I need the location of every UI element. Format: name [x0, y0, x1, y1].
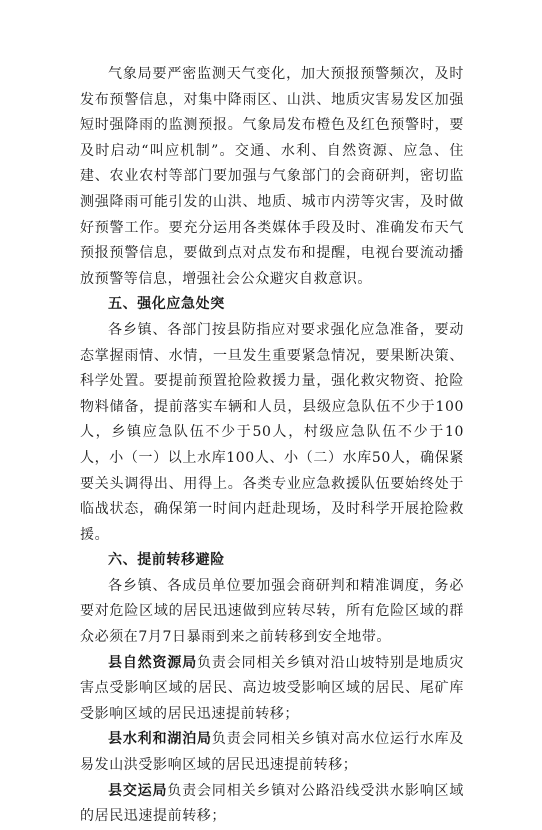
paragraph-evacuation-general: 各乡镇、各成员单位要加强会商研判和精准调度，务必要对危险区域的居民迅速做到应转尽转，所有危险区域的群众必须在7月7日暴雨到来之前转移到安全地带。 [80, 577, 464, 646]
lead-transport-bureau: 县交运局 [108, 782, 168, 799]
body-transport-bureau: 负责会同相关乡镇对公路沿线受洪水影响区域的居民迅速提前转移； [80, 782, 464, 825]
paragraph-water-lakes-bureau [80, 727, 464, 778]
section-heading-evacuation: 六、提前转移避险 [108, 552, 225, 569]
section-heading-emergency-response: 五、强化应急处突 [108, 296, 225, 313]
paragraph-transport-bureau [80, 779, 464, 830]
body-natural-resources-bureau: 负责会同相关乡镇对沿山坡特别是地质灾害点受影响区域的居民、高边坡受影响区域的居民、尾矿库受影响区域的居民迅速提前转移； [80, 654, 464, 722]
lead-natural-resources-bureau: 县自然资源局 [108, 654, 198, 671]
body-water-lakes-bureau: 负责会同相关乡镇对高水位运行水库及易发山洪受影响区域的居民迅速提前转移； [80, 731, 464, 774]
paragraph-weather-warning: 气象局要严密监测天气变化，加大预报预警频次，及时发布预警信息，对集中降雨区、山洪、地质灾害易发区加强短时强降雨的监测预报。气象局发布橙色及红色预警时，要及时启动“叫应机制”。交通、水利、自然资源、应急、住建、农业农村等部门要加强与气象部门的会商研判，密切监测强降雨可能引发的山洪、地质、城市内涝等灾害，及时做好预警工作。要充分运用各类媒体手段及时、准确发布天气预报预警信息，要做到点对点发布和提醒，电视台要流动播放预警等信息，增强社会公众避灾自救意识。 [80, 66, 464, 287]
paragraph-natural-resources-bureau [80, 651, 464, 728]
document-page [80, 62, 464, 830]
lead-water-lakes-bureau: 县水利和湖泊局 [108, 731, 212, 748]
paragraph-emergency-preparation: 各乡镇、各部门按县防指应对要求强化应急准备，要动态掌握雨情、水情，一旦发生重要紧急情况，要果断决策、科学处置。要提前预置抢险救援力量，强化救灾物资、抢险物料储备，提前落实车辆和人员，县级应急队伍不少于100人，乡镇应急队伍不少于50人，村级应急队伍不少于10人，小（一）以上水库100人、小（二）水库50人，确保紧要关头调得出、用得上。各类专业应急救援队伍要始终处于临战状态，确保第一时间内赶赴现场，及时科学开展抢险救援。 [80, 321, 464, 543]
